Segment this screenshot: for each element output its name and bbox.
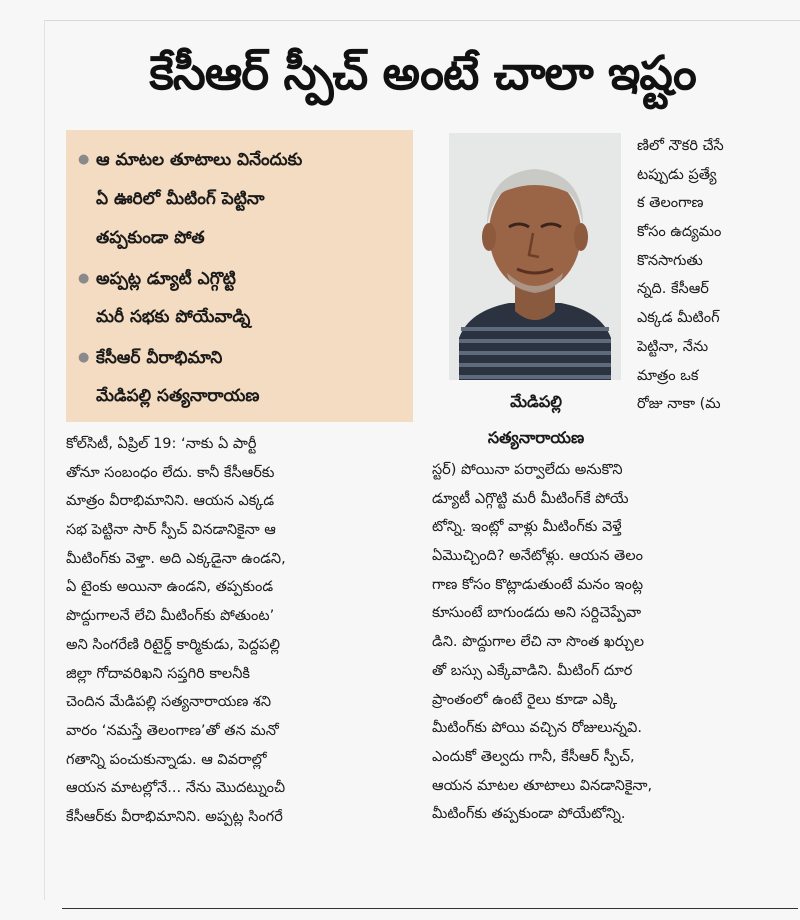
article-column-right-top bbox=[637, 132, 787, 419]
article-line: ఎందుకో తెల్వదు గానీ, కేసీఆర్ స్పీచ్, bbox=[432, 748, 635, 765]
highlight-line bbox=[78, 140, 403, 180]
highlight-line bbox=[78, 338, 403, 378]
bottom-rule bbox=[62, 908, 798, 909]
highlight-text: మరీ సభకు పోయేవాడ్ని bbox=[96, 307, 251, 327]
article-line: కొనసాగుతు bbox=[637, 252, 703, 269]
article-column-left bbox=[66, 430, 422, 832]
highlight-text: తప్పకుండా పోత bbox=[96, 228, 205, 248]
bullet-icon: ● bbox=[78, 349, 90, 365]
article-line: చెందిన మేడిపల్లి సత్యనారాయణ శని bbox=[66, 694, 272, 711]
highlight-text: ఆ మాటల తూటాలు వినేందుకు bbox=[96, 149, 303, 170]
highlight-line bbox=[78, 377, 403, 417]
article-line: తోనూ సంబంధం లేదు. కానీ కేసీఆర్‌కు bbox=[66, 464, 275, 481]
headline: కేసీఆర్ స్పీచ్ అంటే చాలా ఇష్టం bbox=[149, 46, 696, 101]
article-line: మీటింగ్‌కు వెళ్తా. అది ఎక్కడైనా ఉండని, bbox=[66, 550, 286, 567]
bullet-icon: ● bbox=[78, 152, 90, 167]
article-line: ఎక్కడ మీటింగ్ bbox=[637, 310, 720, 327]
portrait-illustration bbox=[449, 133, 621, 380]
photo-caption bbox=[445, 384, 627, 456]
article-line: కోసం ఉద్యమం bbox=[637, 224, 722, 241]
article-line: జిల్లా గోదావరిఖని సప్తగిరి కాలనీకి bbox=[66, 665, 250, 682]
article-line: పెట్టినా, నేను bbox=[637, 338, 709, 355]
article-line: వారం ‘నమస్తే తెలంగాణ’తో తన మనో bbox=[66, 722, 279, 739]
article-line: రోజు నాకా (మ bbox=[637, 396, 721, 413]
article-line: ప్రాంతంలో ఉంటే రైలు కూడా ఎక్కి bbox=[432, 691, 618, 708]
article-line: పొద్దుగాలనే లేచి మీటింగ్‌కు పోతుంట’ bbox=[66, 608, 275, 625]
article-line: టప్పుడు ప్రత్యే bbox=[637, 166, 717, 183]
clipping-border-left bbox=[44, 20, 45, 900]
article-line: టోన్ని. ఇంట్లో వాళ్లు మీటింగ్‌కు వెళ్తే bbox=[432, 519, 622, 536]
article-column-right bbox=[432, 456, 792, 829]
article-line: కోల్‌సిటీ, ఏప్రిల్ 19: ‘నాకు ఏ పార్టీ bbox=[66, 436, 257, 452]
article-line: మీటింగ్‌కు పోయి వచ్చిన రోజులున్నవి. bbox=[432, 720, 642, 737]
article-line: ఏమొచ్చింది? అనేటోళ్లు. ఆయన తెలం bbox=[432, 548, 643, 565]
caption-line: సత్యనారాయణ bbox=[487, 428, 585, 447]
article-line: స్టర్) పోయినా పర్వాలేదు అనుకొని bbox=[432, 462, 623, 478]
highlight-line bbox=[78, 259, 403, 299]
article-line: ఆయన మాటల్లోనే... నేను మొదట్నుంచీ bbox=[66, 780, 286, 797]
highlight-line bbox=[78, 298, 403, 338]
article-line: కేసీఆర్‌కు వీరాభిమానిని. అప్పట్ల సింగరే bbox=[66, 808, 283, 825]
article-line: తో బస్సు ఎక్కేవాడిని. మీటింగ్ దూర bbox=[432, 662, 633, 679]
article-line: అని సింగరేణి రిటైర్డ్ కార్మికుడు, పెద్దపల్లి bbox=[66, 636, 280, 653]
caption-line: మేడిపల్లి bbox=[510, 392, 562, 411]
article-line: మాత్రం ఒక bbox=[637, 367, 699, 384]
highlight-text: కేసీఆర్ వీరాభిమాని bbox=[96, 347, 223, 368]
highlight-text: ఏ ఊరిలో మీటింగ్ పెట్టినా bbox=[96, 188, 265, 209]
article-line: మీటింగ్‌కు తప్పకుండా పోయేటోన్ని. bbox=[432, 806, 626, 823]
highlight-line bbox=[78, 180, 403, 220]
portrait-photo bbox=[449, 133, 621, 380]
article-line: న్నది. కేసీఆర్ bbox=[637, 281, 709, 298]
highlights-box bbox=[66, 130, 413, 422]
article-line: సభ పెట్టినా సార్ స్పీచ్ వినడానికైనా ఆ bbox=[66, 522, 276, 539]
highlight-text: అప్పట్ల డ్యూటీ ఎగ్గొట్టి bbox=[96, 268, 236, 289]
article-line: కూసుంటే బాగుండదు అని సర్దిచెప్పేవా bbox=[432, 605, 642, 622]
article-line: ఏ టైంకు అయినా ఉండని, తప్పకుండ bbox=[66, 579, 274, 596]
article-line: మాత్రం వీరాభిమానిని. ఆయన ఎక్కడ bbox=[66, 493, 275, 510]
article-line: డ్యూటీ ఎగ్గొట్టి మరీ మీటింగ్‌కే పోయే bbox=[432, 490, 629, 507]
article-line: గతాన్ని పంచుకున్నాడు. ఆ వివరాల్లో bbox=[66, 751, 267, 768]
clipping-border-top bbox=[44, 20, 800, 21]
article-line: క తెలంగాణ bbox=[637, 195, 704, 212]
article-line: ణిలో నౌకరి చేసే bbox=[637, 138, 724, 154]
article-line: గాణ కోసం కొట్లాడుతుంటే మనం ఇంట్ల bbox=[432, 576, 644, 593]
highlight-line bbox=[78, 219, 403, 259]
article-line: డిని. పొద్దుగాల లేచి నా సొంత ఖర్చుల bbox=[432, 634, 644, 651]
highlight-text: మేడిపల్లి సత్యనారాయణ bbox=[96, 386, 260, 406]
bullet-icon: ● bbox=[78, 270, 90, 286]
article-line: ఆయన మాటల తూటాలు వినడానికైనా, bbox=[432, 777, 653, 794]
